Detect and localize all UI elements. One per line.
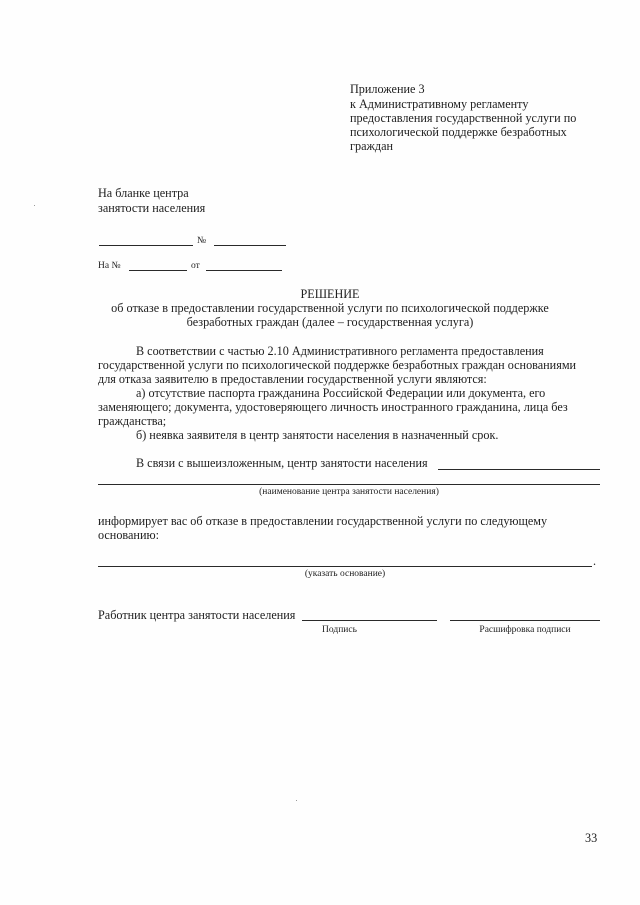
page-number: 33	[585, 831, 598, 845]
worker-label: Работник центра занятости населения	[98, 608, 296, 622]
list-item-a: а) отсутствие паспорта гражданина Российской Федерации или документа, его	[136, 386, 546, 400]
na-no-label: На №	[98, 261, 121, 271]
appendix-title: Приложение 3	[350, 82, 425, 96]
na-no-line	[129, 270, 187, 271]
caption-signature-decode: Расшифровка подписи	[479, 625, 571, 635]
caption-center-name: (наименование центра занятости населения)	[259, 487, 439, 497]
list-item-b: б) неявка заявителя в центр занятости населения в назначенный срок.	[136, 428, 499, 442]
body-text: основанию:	[98, 528, 159, 542]
caption-signature: Подпись	[322, 625, 357, 635]
blank-label: занятости населения	[98, 201, 206, 215]
signature-decode-line	[450, 620, 600, 621]
appendix-line: граждан	[350, 139, 394, 153]
decision-heading: РЕШЕНИЕ	[300, 287, 360, 301]
reason-line	[98, 566, 592, 567]
scan-speck	[34, 205, 35, 206]
appendix-line: предоставления государственной услуги по	[350, 111, 577, 125]
caption-reason: (указать основание)	[304, 569, 386, 579]
body-text: государственной услуги по психологической поддержке безработных граждан основаниями	[98, 358, 577, 372]
appendix-line: к Административному регламенту	[350, 97, 529, 111]
signature-line	[302, 620, 437, 621]
body-text: информирует вас об отказе в предоставлении государственной услуги по следующему	[98, 514, 548, 528]
body-text: В связи с вышеизложенным, центр занятости населения	[136, 456, 428, 470]
list-item-a: заменяющего; документа, удостоверяющего личность иностранного гражданина, лица без	[98, 400, 568, 414]
ot-line	[206, 270, 282, 271]
appendix-line: психологической поддержке безработных	[350, 125, 567, 139]
number-sign: №	[197, 236, 207, 246]
reg-date-line	[99, 245, 193, 246]
reason-period: .	[593, 554, 597, 568]
reg-number-line	[214, 245, 286, 246]
center-name-line	[438, 469, 600, 470]
decision-subtitle: безработных граждан (далее – государственная услуга)	[186, 315, 474, 329]
ot-label: от	[191, 261, 200, 271]
blank-label: На бланке центра	[98, 186, 189, 200]
list-item-a: гражданства;	[98, 414, 167, 428]
decision-subtitle: об отказе в предоставлении государственной услуги по психологической поддержке	[111, 301, 549, 315]
body-text: В соответствии с частью 2.10 Административного регламента предоставления	[136, 344, 544, 358]
center-name-line-2	[98, 484, 600, 485]
body-text: для отказа заявителю в предоставлении государственной услуги являются:	[98, 372, 487, 386]
scan-speck	[296, 800, 297, 801]
